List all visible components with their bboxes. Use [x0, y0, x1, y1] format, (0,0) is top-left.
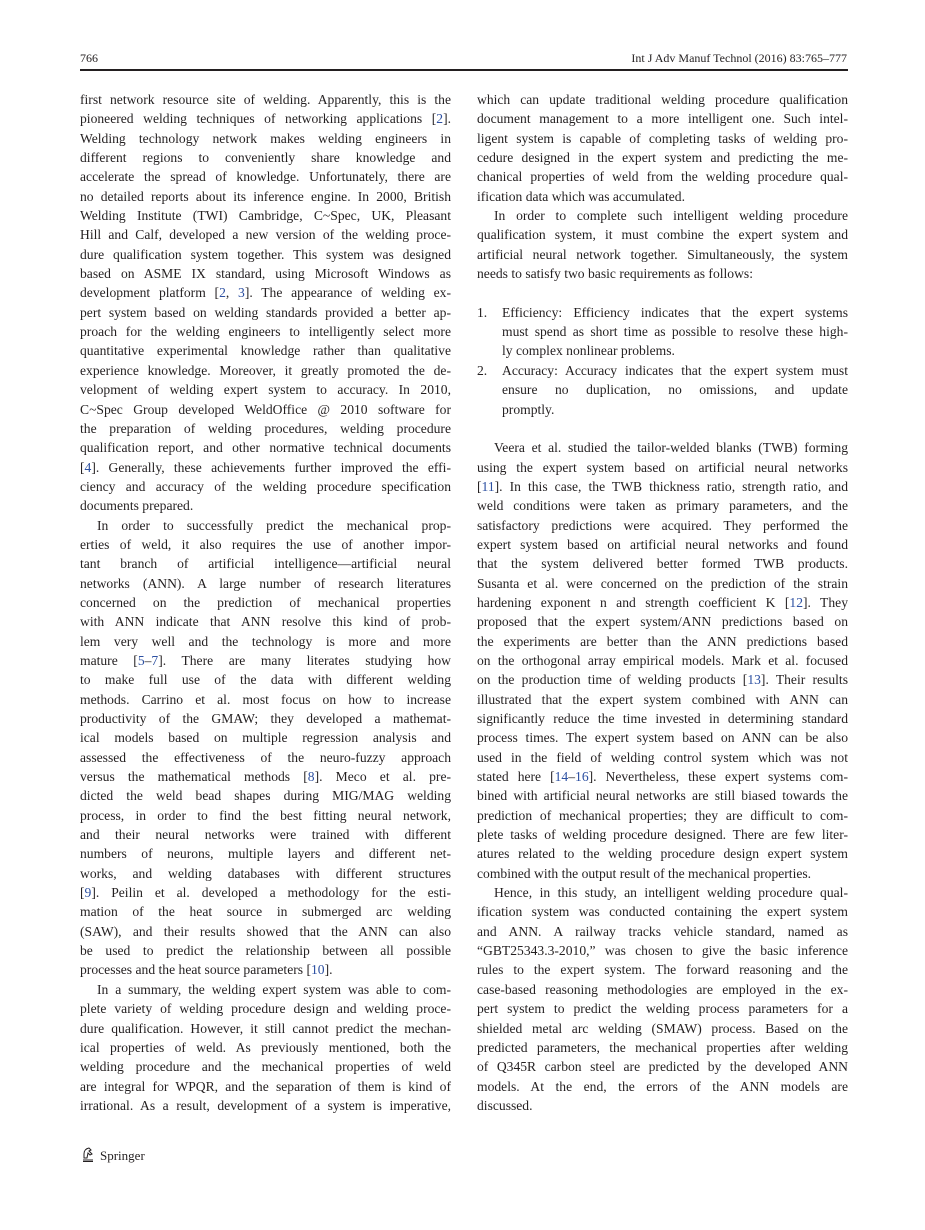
line-text: illustrated that the expert system combined with ANN can: [477, 691, 848, 707]
line-text: using the expert system based on artificial neural networks: [477, 459, 848, 475]
text-line: [80, 960, 451, 979]
text-line: [477, 438, 848, 457]
line-text: methods. Carrino et al. most focus on how to increase: [80, 691, 451, 707]
line-text: ly complex nonlinear problems.: [502, 343, 675, 359]
citation-link[interactable]: 16: [575, 769, 589, 785]
line-text: that the system delivered better formed TWB products.: [477, 556, 848, 572]
text-line: [477, 129, 848, 148]
text-line: [80, 612, 451, 631]
text-line: [80, 825, 451, 844]
text-line: [477, 748, 848, 767]
line-text: Veera et al. studied the tailor-welded blanks (TWB) forming: [494, 440, 848, 456]
line-text: process, in order to find the best fitting neural network,: [80, 807, 451, 823]
line-text: qualification system, it must combine the expert system and: [477, 227, 848, 243]
line-text: works, and welding databases with different structures: [80, 865, 451, 881]
text-line: [477, 458, 848, 477]
text-line: [80, 380, 451, 399]
text-line: [477, 670, 848, 689]
line-text: chanical properties of weld from the welding procedure qual-: [477, 169, 848, 185]
line-text: plete variety of welding procedure design and welding proce-: [80, 1001, 451, 1017]
text-line: [477, 400, 848, 419]
text-line: [80, 922, 451, 941]
text-line: [477, 825, 848, 844]
list-item: [477, 303, 848, 361]
line-text: document management to a more intelligent one. Such intel-: [477, 111, 848, 127]
line-text: and ANN. A railway tracks vehicle standard, named as: [477, 923, 848, 939]
line-text: models. At the end, the errors of the ANN models are: [477, 1078, 848, 1094]
line-text: velopment of welding expert system to accuracy. In 2010,: [80, 382, 451, 398]
line-text: on the orthogonal array empirical models. Mark et al. focused: [477, 652, 848, 668]
line-text: weld conditions were taken as primary parameters, and the: [477, 498, 848, 514]
text-line: [80, 690, 451, 709]
line-text: pert system to predict the welding process parameters for a: [477, 1001, 848, 1017]
text-line: [477, 902, 848, 921]
text-line: [477, 806, 848, 825]
line-text: with ANN indicate that ANN resolve this kind of prob-: [80, 614, 451, 630]
text-line: [80, 902, 451, 921]
line-text: dicted the weld bead shapes during MIG/MAG welding: [80, 788, 451, 804]
line-text: concerned on the prediction of mechanical properties: [80, 594, 451, 610]
line-text: needs to satisfy two basic requirements as follows:: [477, 266, 753, 282]
text-line: [477, 341, 848, 360]
text-line: [477, 999, 848, 1018]
line-text: development platform [2, 3]. The appearance of welding ex-: [80, 285, 451, 301]
line-text: the experiments are better than the ANN predictions based: [477, 633, 848, 649]
header-rule: [80, 69, 848, 71]
text-line: [80, 225, 451, 244]
text-line: [80, 535, 451, 554]
text-line: [80, 1077, 451, 1096]
line-text: cedure designed in the expert system and predicting the me-: [477, 150, 848, 166]
line-text: the preparation of welding procedures, welding procedure: [80, 420, 451, 436]
citation-link[interactable]: 4: [84, 459, 92, 475]
text-line: [477, 109, 848, 128]
paragraph: [477, 438, 848, 883]
line-text: accelerate the spread of knowledge. Unfortunately, there are: [80, 169, 451, 185]
left-column: [80, 90, 451, 1115]
line-text: and their neural networks were trained with different: [80, 827, 451, 843]
line-text: are integral for WPQR, and the separation of them is kind of: [80, 1078, 451, 1094]
line-text: erties of weld, it also requires the use of another impor-: [80, 536, 451, 552]
line-text: combined with the output result of the mechanical properties.: [477, 865, 812, 881]
line-text: ification data which was accumulated.: [477, 188, 685, 204]
text-line: [80, 516, 451, 535]
line-text: which can update traditional welding procedure qualification: [477, 92, 848, 107]
text-line: [477, 167, 848, 186]
line-text: mature [5–7]. There are many literates studying how: [80, 652, 451, 668]
line-text: first network resource site of welding. Apparently, this is the: [80, 92, 451, 107]
paragraph: [477, 90, 848, 206]
line-text: Susanta et al. were concerned on the prediction of the strain: [477, 575, 848, 591]
text-line: [80, 361, 451, 380]
citation-link[interactable]: 2: [219, 285, 226, 301]
line-text: rules to the expert system. The forward reasoning and the: [477, 962, 848, 978]
line-text: quantitative experimental knowledge rather than qualitative: [80, 343, 451, 359]
citation-link[interactable]: 8: [307, 769, 315, 785]
text-line: [80, 477, 451, 496]
line-text: dure qualification system together. This system was designed: [80, 246, 451, 262]
text-line: [477, 477, 848, 496]
page-number: 766: [80, 51, 98, 65]
text-line: [477, 535, 848, 554]
line-text: plete tasks of welding procedure designed. There are few liter-: [477, 827, 848, 843]
text-line: [80, 670, 451, 689]
text-line: [477, 922, 848, 941]
paragraph: [477, 206, 848, 283]
text-line: [477, 1096, 848, 1115]
citation-link[interactable]: 12: [789, 594, 803, 610]
line-text: different regions to conveniently share knowledge and: [80, 150, 451, 166]
text-line: [80, 1096, 451, 1115]
line-text: Efficiency: Efficiency indicates that the expert systems: [502, 304, 848, 320]
citation-link[interactable]: 9: [84, 885, 92, 901]
line-text: be used to predict the relationship between all possible: [80, 943, 451, 959]
line-text: Hill and Calf, developed a new version of the welding proce-: [80, 227, 451, 243]
line-text: ical properties of weld. As previously mentioned, both the: [80, 1039, 451, 1055]
line-text: [11]. In this case, the TWB thickness ratio, strength ratio, and: [477, 478, 848, 494]
text-line: [477, 225, 848, 244]
text-line: [477, 728, 848, 747]
publisher-name: Springer: [100, 1148, 145, 1163]
citation-link[interactable]: 3: [238, 285, 245, 301]
line-text: ligent system is capable of completing tasks of welding pro-: [477, 130, 848, 146]
text-line: [80, 1038, 451, 1057]
line-text: ensure no duplication, no omissions, and update: [502, 382, 848, 398]
line-text: Hence, in this study, an intelligent welding procedure qual-: [494, 885, 848, 901]
text-line: [477, 593, 848, 612]
line-text: productivity of the GMAW; they developed a mathemat-: [80, 711, 451, 726]
line-text: case-based reasoning methodologies are employed in the ex-: [477, 981, 848, 997]
text-line: [80, 341, 451, 360]
text-line: [80, 980, 451, 999]
text-line: [80, 109, 451, 128]
line-text: welding procedure and the mechanical properties of weld: [80, 1059, 451, 1075]
line-text: ical models based on multiple regression analysis and: [80, 730, 451, 746]
line-text: C~Spec Group developed WeldOffice @ 2010 software for: [80, 401, 451, 417]
line-text: significantly reduce the time invested in determining standard: [477, 711, 848, 726]
text-line: [477, 303, 848, 322]
line-text: [9]. Peilin et al. developed a methodology for the esti-: [80, 885, 451, 901]
text-line: [80, 844, 451, 863]
text-line: [80, 632, 451, 651]
publisher-footer: [80, 1146, 145, 1166]
right-column: [477, 90, 848, 1115]
line-text: In a summary, the welding expert system was able to com-: [97, 981, 451, 997]
text-line: [80, 90, 451, 109]
line-text: to make full use of the data with different welding: [80, 672, 451, 688]
line-text: proposed that the expert system/ANN predictions based on: [477, 614, 848, 630]
line-text: qualification report, and other normative technical documents: [80, 440, 451, 456]
line-text: Welding Institute (TWI) Cambridge, C~Spec, UK, Pleasant: [80, 208, 451, 224]
line-text: mation of the heat source in submerged arc welding: [80, 904, 451, 920]
citation-link[interactable]: 10: [311, 962, 325, 978]
text-line: [477, 844, 848, 863]
text-line: [80, 206, 451, 225]
text-line: [80, 148, 451, 167]
text-line: [477, 1077, 848, 1096]
line-text: irrational. As a result, development of a system is imperative,: [80, 1097, 451, 1113]
citation-link[interactable]: 5: [137, 652, 145, 668]
spacer: [477, 419, 848, 438]
text-line: [477, 980, 848, 999]
text-line: [80, 554, 451, 573]
line-text: numbers of neurons, multiple layers and different net-: [80, 846, 451, 862]
line-text: must spend as short time as possible to resolve these high-: [502, 324, 848, 340]
text-line: [80, 283, 451, 302]
text-line: [477, 245, 848, 264]
text-line: [80, 748, 451, 767]
line-text: In order to successfully predict the mechanical prop-: [97, 517, 451, 533]
line-text: processes and the heat source parameters [10].: [80, 962, 333, 978]
text-line: [80, 438, 451, 457]
line-text: Accuracy: Accuracy indicates that the expert system must: [502, 362, 848, 378]
text-line: [477, 206, 848, 225]
line-text: promptly.: [502, 401, 555, 417]
text-line: [80, 303, 451, 322]
line-text: expert system based on artificial neural networks and found: [477, 536, 848, 552]
list-item: [477, 361, 848, 419]
text-line: [80, 400, 451, 419]
line-text: atures related to the welding procedure design expert system: [477, 846, 848, 862]
line-text: [4]. Generally, these achievements further improved the effi-: [80, 459, 451, 475]
text-line: [80, 593, 451, 612]
text-line: [80, 999, 451, 1018]
text-line: [80, 1057, 451, 1076]
text-line: [80, 941, 451, 960]
line-text: hardening exponent n and strength coefficient K [12]. They: [477, 594, 848, 610]
citation-link[interactable]: 13: [747, 672, 761, 688]
text-line: [80, 574, 451, 593]
line-text: (SAW), and their results showed that the ANN can also: [80, 923, 451, 939]
line-text: on the production time of welding products [13]. Their results: [477, 672, 848, 688]
journal-citation: Int J Adv Manuf Technol (2016) 83:765–777: [631, 51, 847, 65]
line-text: ciency and accuracy of the welding procedure specification: [80, 478, 451, 494]
text-line: [80, 883, 451, 902]
line-text: satisfactory predictions were acquired. They performed the: [477, 517, 848, 533]
line-text: pioneered welding techniques of networking applications [2].: [80, 111, 451, 127]
text-line: [477, 1038, 848, 1057]
line-text: shielded metal arc welding (SMAW) process. Based on the: [477, 1020, 848, 1036]
text-line: [477, 941, 848, 960]
text-line: [477, 554, 848, 573]
text-line: [80, 245, 451, 264]
text-line: [80, 767, 451, 786]
line-text: versus the mathematical methods [8]. Meco et al. pre-: [80, 769, 452, 785]
text-line: [477, 960, 848, 979]
text-line: [80, 167, 451, 186]
text-line: [477, 148, 848, 167]
text-line: [80, 864, 451, 883]
text-line: [80, 709, 451, 728]
text-line: [477, 264, 848, 283]
text-line: [80, 496, 451, 515]
line-text: Welding technology network makes welding engineers in: [80, 130, 451, 146]
text-line: [477, 883, 848, 902]
text-line: [477, 361, 848, 380]
text-line: [80, 419, 451, 438]
line-text: experience knowledge. Moreover, it greatly promoted the de-: [80, 362, 451, 378]
text-line: [477, 690, 848, 709]
text-line: [477, 709, 848, 728]
text-line: [477, 1019, 848, 1038]
text-line: [477, 632, 848, 651]
line-text: assessed the effectiveness of the neuro-fuzzy approach: [80, 749, 451, 765]
line-text: stated here [14–16]. Nevertheless, these expert systems com-: [477, 769, 848, 785]
text-line: [80, 728, 451, 747]
line-text: ification system was conducted containing the expert system: [477, 904, 848, 920]
text-line: [80, 322, 451, 341]
text-line: [80, 187, 451, 206]
line-text: of Q345R carbon steel are predicted by the developed ANN: [477, 1059, 848, 1075]
line-text: lem very well and the technology is more and more: [80, 633, 451, 649]
paragraph: [477, 883, 848, 1115]
text-line: [80, 786, 451, 805]
line-text: tant branch of artificial intelligence—artificial neural: [80, 556, 451, 572]
text-line: [477, 864, 848, 883]
list-number: 2.: [477, 362, 488, 378]
line-text: based on ASME IX standard, using Microsoft Windows as: [80, 266, 451, 282]
springer-logo-icon: [80, 1146, 96, 1166]
text-line: [80, 129, 451, 148]
line-text: “GBT25343.3-2010,” was chosen to give the basic inference: [477, 943, 848, 959]
text-line: [477, 786, 848, 805]
text-line: [477, 612, 848, 631]
text-line: [80, 806, 451, 825]
text-line: [477, 516, 848, 535]
text-line: [477, 767, 848, 786]
paragraph: [80, 980, 451, 1115]
line-text: artificial neural network together. Simultaneously, the system: [477, 246, 848, 262]
line-text: dure qualification. However, it still cannot predict the mechan-: [80, 1020, 451, 1036]
line-text: pert system based on welding standards provided a better ap-: [80, 304, 451, 320]
line-text: prediction of mechanical properties; they are difficult to com-: [477, 807, 848, 823]
line-text: used in the field of welding control system which was not: [477, 749, 848, 765]
text-line: [477, 1057, 848, 1076]
text-line: [477, 90, 848, 109]
citation-link[interactable]: 14: [554, 769, 569, 785]
list-number: 1.: [477, 304, 488, 320]
text-line: [477, 322, 848, 341]
line-text: bined with artificial neural networks are still biased towards the: [477, 788, 848, 804]
citation-link[interactable]: 11: [481, 478, 495, 494]
line-text: networks (ANN). A large number of research literatures: [80, 575, 451, 591]
text-line: [477, 651, 848, 670]
text-line: [477, 496, 848, 515]
line-text: no detailed reports about its inference engine. In 2000, British: [80, 188, 451, 204]
line-text: predicted parameters, the mechanical properties after welding: [477, 1039, 848, 1055]
text-line: [477, 187, 848, 206]
paragraph: [80, 90, 451, 516]
paragraph: [80, 516, 451, 980]
line-text: discussed.: [477, 1097, 533, 1113]
spacer: [477, 283, 848, 302]
text-line: [477, 574, 848, 593]
text-line: [80, 1019, 451, 1038]
text-line: [80, 264, 451, 283]
citation-link[interactable]: 7: [151, 652, 159, 668]
line-text: documents prepared.: [80, 498, 194, 514]
citation-link[interactable]: 2: [436, 111, 444, 127]
line-text: process times. The expert system based on ANN can be also: [477, 730, 848, 746]
line-text: proach for the welding engineers to intelligently select more: [80, 324, 451, 340]
line-text: In order to complete such intelligent welding procedure: [494, 208, 848, 224]
text-line: [80, 458, 451, 477]
text-line: [80, 651, 451, 670]
text-line: [477, 380, 848, 399]
